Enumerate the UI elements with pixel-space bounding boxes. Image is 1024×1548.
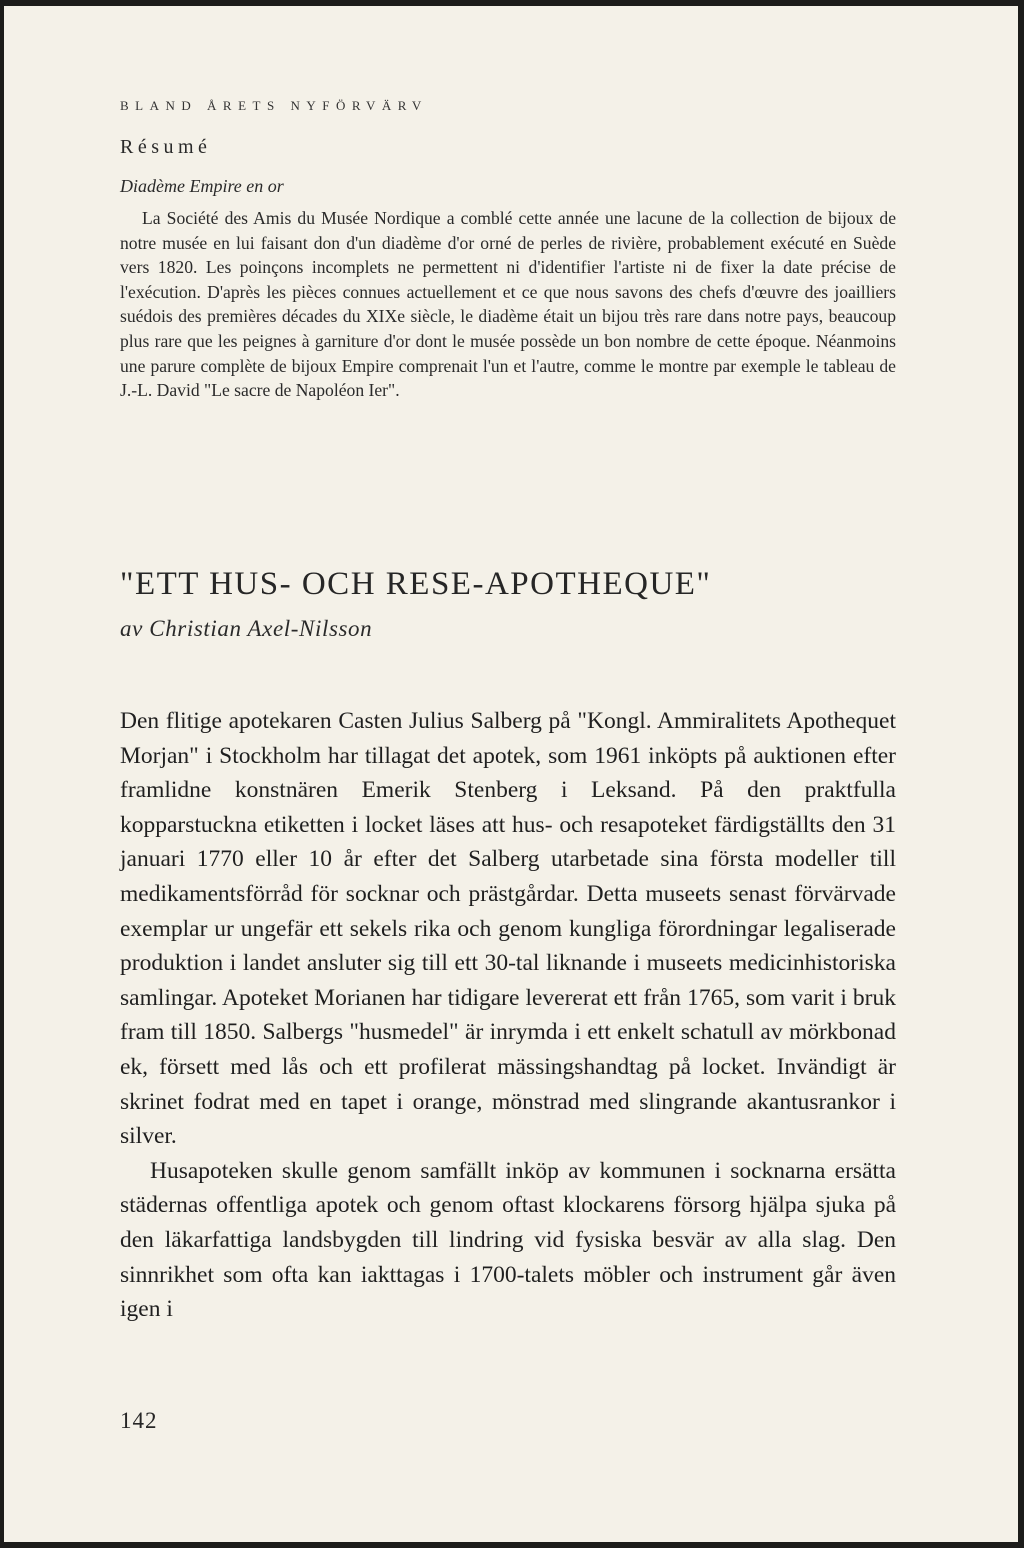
resume-subtitle: Diadème Empire en or <box>120 176 284 196</box>
article-paragraph: Husapoteken skulle genom samfällt inköp av kommunen i socknarna ersätta städernas offentliga apotek och genom oftast klockarens försorg hjälpa sjuka på den läkarfattiga landsbygden till lindring vid fysiska besvär av alla slag. Den sinnrikhet som ofta kan iakttagas i 1700-talets möbler och instrument går även igen i <box>120 1157 896 1323</box>
article-body <box>120 704 896 1327</box>
article-paragraph: Den flitige apotekaren Casten Julius Salberg på "Kongl. Ammiralitets Apothequet Morjan" i Stockholm har tillagat det apotek, som 1961 inköpts på auktionen efter framlidne konstnären Emerik Stenberg i Leksand. På den praktfulla kopparstuckna etiketten i locket läses att hus- och resapoteket färdigställts den 31 januari 1770 eller 10 år efter det Salberg utarbetade sina första modeller till medikamentsförråd för socknar och prästgårdar. Detta museets senast förvärvade exemplar ur ungefär ett sekels rika och genom kungliga förordningar legaliserade produktion i landet ansluter sig till ett 30-tal liknande i museets medicinhistoriska samlingar. Apoteket Morianen har tidigare levererat ett från 1765, som varit i bruk fram till 1850. Salbergs "husmedel" är inrymda i ett enkelt schatull av mörkbonad ek, försett med lås och ett profilerat mässingshandtag på locket. Invändigt är skrinet fodrat med en tapet i orange, mönstrad med slingrande akantusrankor i silver. <box>120 708 896 1150</box>
resume-label: Résumé <box>120 136 212 158</box>
page-number: 142 <box>120 1408 158 1433</box>
resume-paragraph: La Société des Amis du Musée Nordique a comblé cette année une lacune de la collection de bijoux de notre musée en lui faisant don d'un diadème d'or orné de perles de rivière, probablement exécuté en Suède vers 1820. Les poinçons incomplets ne permettent ni d'identifier l'artiste ni de fixer la date précise de l'exécution. D'après les pièces connues actuellement et ce que nous savons des chefs d'œuvre des joailliers suédois des premières décades du XIXe siècle, le diadème était un bijou très rare dans notre pays, beaucoup plus rare que les peignes à garniture d'or dont le musée possède un bon nombre de cette époque. Néanmoins une parure complète de bijoux Empire comprenait l'un et l'autre, comme le montre par exemple le tableau de J.-L. David "Le sacre de Napoléon Ier". <box>120 208 896 401</box>
article-byline: av Christian Axel-Nilsson <box>120 616 373 641</box>
article-title: "ETT HUS- OCH RESE-APOTHEQUE" <box>120 566 712 602</box>
book-page <box>4 6 1018 1542</box>
running-head: BLAND ÅRETS NYFÖRVÄRV <box>120 98 428 113</box>
